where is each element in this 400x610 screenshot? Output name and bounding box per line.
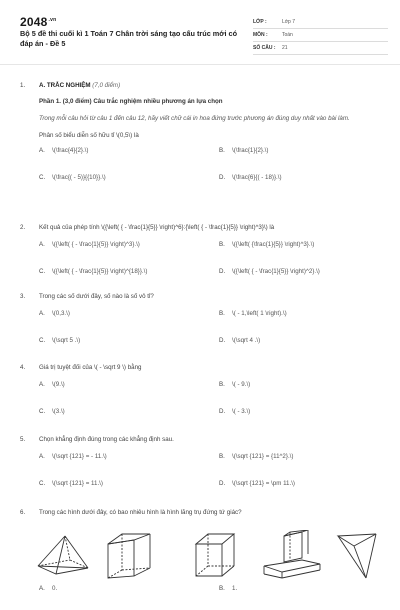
document-title: Bộ 5 đề thi cuối kì 1 Toán 7 Chân trời sáng tạo cấu trúc mới có đáp án - Đề 5 bbox=[20, 29, 238, 48]
question-number: 4. bbox=[20, 364, 26, 371]
figure-stacked-prism bbox=[262, 530, 324, 580]
question-4 bbox=[20, 364, 380, 433]
option-d[interactable]: D. \(\sqrt 4 .\) bbox=[219, 337, 261, 344]
question-text: Trong các hình dưới đây, có bao nhiêu hình là hình lăng trụ đứng tứ giác? bbox=[39, 509, 242, 516]
question-6 bbox=[20, 509, 380, 516]
question-6-options bbox=[20, 583, 380, 610]
meta-label: MÔN : bbox=[253, 32, 268, 38]
question-number: 1. bbox=[20, 82, 26, 89]
option-a[interactable]: A. \(0,3.\) bbox=[39, 310, 70, 317]
figure-cube bbox=[194, 532, 238, 580]
meta-label: SỐ CÂU : bbox=[253, 45, 276, 51]
option-b[interactable]: B. \( - 1,\left( 1 \right).\) bbox=[219, 310, 287, 317]
option-a[interactable]: A. \(\sqrt {121} = - 11.\) bbox=[39, 453, 107, 460]
figure-tetrahedron bbox=[336, 532, 380, 580]
site-logo[interactable]: $2048^{.vn}$ bbox=[20, 15, 57, 29]
question-text: Giá trị tuyệt đối của \( - \sqrt 9 \) bằng bbox=[39, 364, 142, 371]
document-meta bbox=[253, 16, 388, 55]
meta-row-grade bbox=[253, 16, 388, 29]
question-2 bbox=[20, 224, 380, 293]
option-d[interactable]: D. \({\left( { - \frac{1}{5}} \right)^2}.\) bbox=[219, 268, 320, 275]
question-text: Chọn khẳng định đúng trong các khẳng định sau. bbox=[39, 436, 174, 443]
part-instruction: Trong mỗi câu hỏi từ câu 1 đến câu 12, hãy viết chữ cái in hoa đứng trước phương án đúng duy nhất vào bài làm. bbox=[39, 115, 350, 122]
option-c[interactable]: C. \(\sqrt {121} = 11.\) bbox=[39, 480, 103, 487]
option-a[interactable]: A. \({\left( { - \frac{1}{5}} \right)^3}.\) bbox=[39, 241, 140, 248]
option-a[interactable]: A. \(\frac{4}{2}.\) bbox=[39, 147, 89, 154]
question-number: 6. bbox=[20, 509, 26, 516]
question-number: 3. bbox=[20, 293, 26, 300]
figure-pyramid bbox=[34, 534, 92, 578]
option-d[interactable]: D. \(\frac{6}{( - 18)}.\) bbox=[219, 174, 282, 181]
meta-value: Toán bbox=[282, 32, 293, 38]
page-header bbox=[0, 0, 400, 65]
option-b[interactable]: B. \(\sqrt {121} = {11^2}.\) bbox=[219, 453, 294, 460]
option-d[interactable]: D. \( - 3.\) bbox=[219, 408, 251, 415]
question-text: Kết quả của phép tính \({\left( { - \frac{1}{5}} \right)^6}:{\left( { - \frac{1}{5}} \right)^3}\) là bbox=[39, 224, 275, 231]
option-b[interactable]: B. \({\left( {\frac{1}{5}} \right)^3}.\) bbox=[219, 241, 315, 248]
part-title: Phần 1. (3,0 điểm) Câu trắc nghiệm nhiều phương án lựa chọn bbox=[39, 98, 223, 105]
meta-label: LỚP : bbox=[253, 19, 267, 25]
meta-value: Lớp 7 bbox=[282, 19, 296, 25]
option-b[interactable]: B. 1. bbox=[219, 585, 238, 592]
meta-row-subject bbox=[253, 29, 388, 42]
section-title: A. TRẮC NGHIỆM (7,0 điểm) bbox=[39, 82, 121, 89]
question-text: Trong các số dưới đây, số nào là số vô tỉ? bbox=[39, 293, 154, 300]
question-number: 2. bbox=[20, 224, 26, 231]
meta-value: 21 bbox=[282, 45, 288, 51]
option-d[interactable]: D. \(\sqrt {121} = \pm 11.\) bbox=[219, 480, 295, 487]
question-text: Phân số biểu diễn số hữu tỉ \(0,5\) là bbox=[39, 132, 139, 139]
question-number: 5. bbox=[20, 436, 26, 443]
option-c[interactable]: C. \(3.\) bbox=[39, 408, 65, 415]
question-5 bbox=[20, 436, 380, 505]
meta-row-count bbox=[253, 42, 388, 55]
option-c[interactable]: C. \(\sqrt 5 .\) bbox=[39, 337, 81, 344]
option-a[interactable]: A. 0. bbox=[39, 585, 58, 592]
question-1 bbox=[20, 82, 380, 199]
figure-box-prism bbox=[104, 532, 156, 580]
option-b[interactable]: B. \( - 9.\) bbox=[219, 381, 251, 388]
question-3 bbox=[20, 293, 380, 362]
option-b[interactable]: B. \(\frac{1}{2}.\) bbox=[219, 147, 269, 154]
option-a[interactable]: A. \(9.\) bbox=[39, 381, 65, 388]
option-c[interactable]: C. \(\frac{( - 5)}{{10}}.\) bbox=[39, 174, 106, 181]
option-c[interactable]: C. \({\left( { - \frac{1}{5}} \right)^{18}}.\) bbox=[39, 268, 148, 275]
